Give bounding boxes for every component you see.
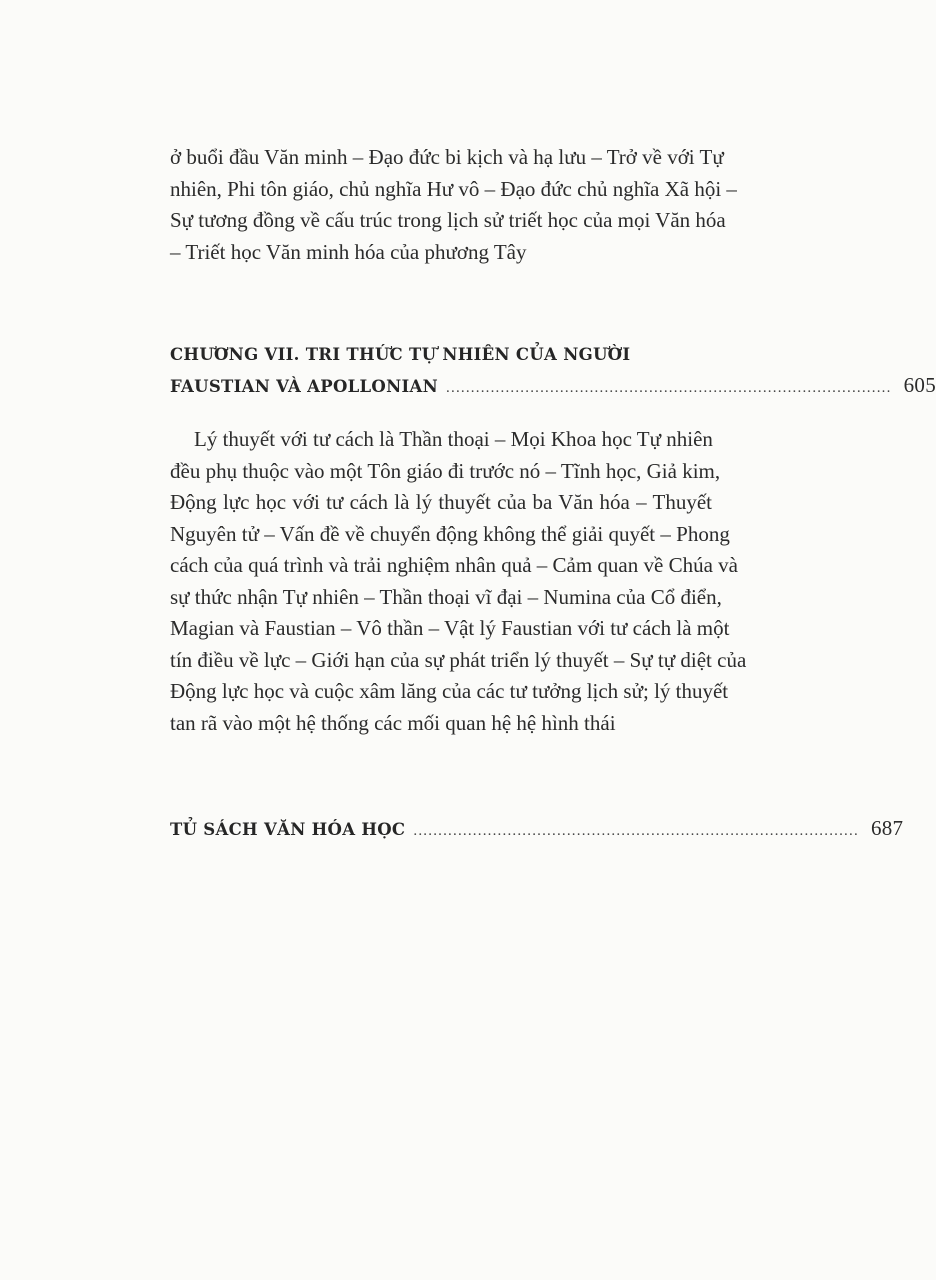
- paragraph-line: Lý thuyết với tư cách là Thần thoại – Mọi Khoa học Tự nhiên: [194, 427, 713, 451]
- paragraph-line: Sự tương đồng về cấu trúc trong lịch sử triết học của mọi Văn hóa: [170, 208, 726, 232]
- library-heading: [170, 813, 904, 847]
- leader-dots: ..........................................................................................: [446, 380, 892, 396]
- paragraph-line: Động lực học với tư cách là lý thuyết của ba Văn hóa – Thuyết: [170, 490, 712, 514]
- paragraph-line: Nguyên tử – Vấn đề về chuyển động không thể giải quyết – Phong: [170, 521, 730, 546]
- paragraph-line: tín điều về lực – Giới hạn của sự phát triển lý thuyết – Sự tự diệt của: [170, 647, 747, 672]
- page-number: 687: [870, 816, 904, 840]
- paragraph-line: Động lực học và cuộc xâm lăng của các tư tưởng lịch sử; lý thuyết: [170, 679, 729, 703]
- paragraph-line: cách của quá trình và trải nghiệm nhân quả – Cảm quan về Chúa và: [170, 553, 738, 577]
- paragraph-line: sự thức nhận Tự nhiên – Thần thoại vĩ đại – Numina của Cổ điển,: [170, 584, 722, 609]
- chapter-vii-heading: [170, 339, 936, 404]
- leader-dots: ..........................................................................................: [413, 823, 859, 839]
- paragraph-line: đều phụ thuộc vào một Tôn giáo đi trước nó – Tĩnh học, Giả kim,: [170, 458, 721, 483]
- section-title: TỦ SÁCH VĂN HÓA HỌC: [170, 820, 406, 839]
- page-number: 605: [903, 373, 936, 397]
- intro-paragraph: [170, 142, 737, 268]
- paragraph-line: ở buổi đầu Văn minh – Đạo đức bi kịch và hạ lưu – Trở về với Tự: [170, 145, 724, 169]
- toc-entry-line: [170, 813, 904, 847]
- paragraph-line: Magian và Faustian – Vô thần – Vật lý Faustian với tư cách là một: [170, 616, 730, 640]
- toc-entry-line: [170, 370, 936, 404]
- chapter-title-line: FAUSTIAN VÀ APOLLONIAN: [170, 377, 438, 396]
- chapter-title-line: CHƯƠNG VII. TRI THỨC TỰ NHIÊN CỦA NGƯỜI: [170, 345, 631, 364]
- chapter-vii-summary: [170, 424, 747, 739]
- paragraph-line: nhiên, Phi tôn giáo, chủ nghĩa Hư vô – Đạo đức chủ nghĩa Xã hội –: [170, 176, 737, 201]
- paragraph-line: tan rã vào một hệ thống các mối quan hệ hệ hình thái: [170, 710, 616, 735]
- paragraph-line: – Triết học Văn minh hóa của phương Tây: [170, 239, 527, 264]
